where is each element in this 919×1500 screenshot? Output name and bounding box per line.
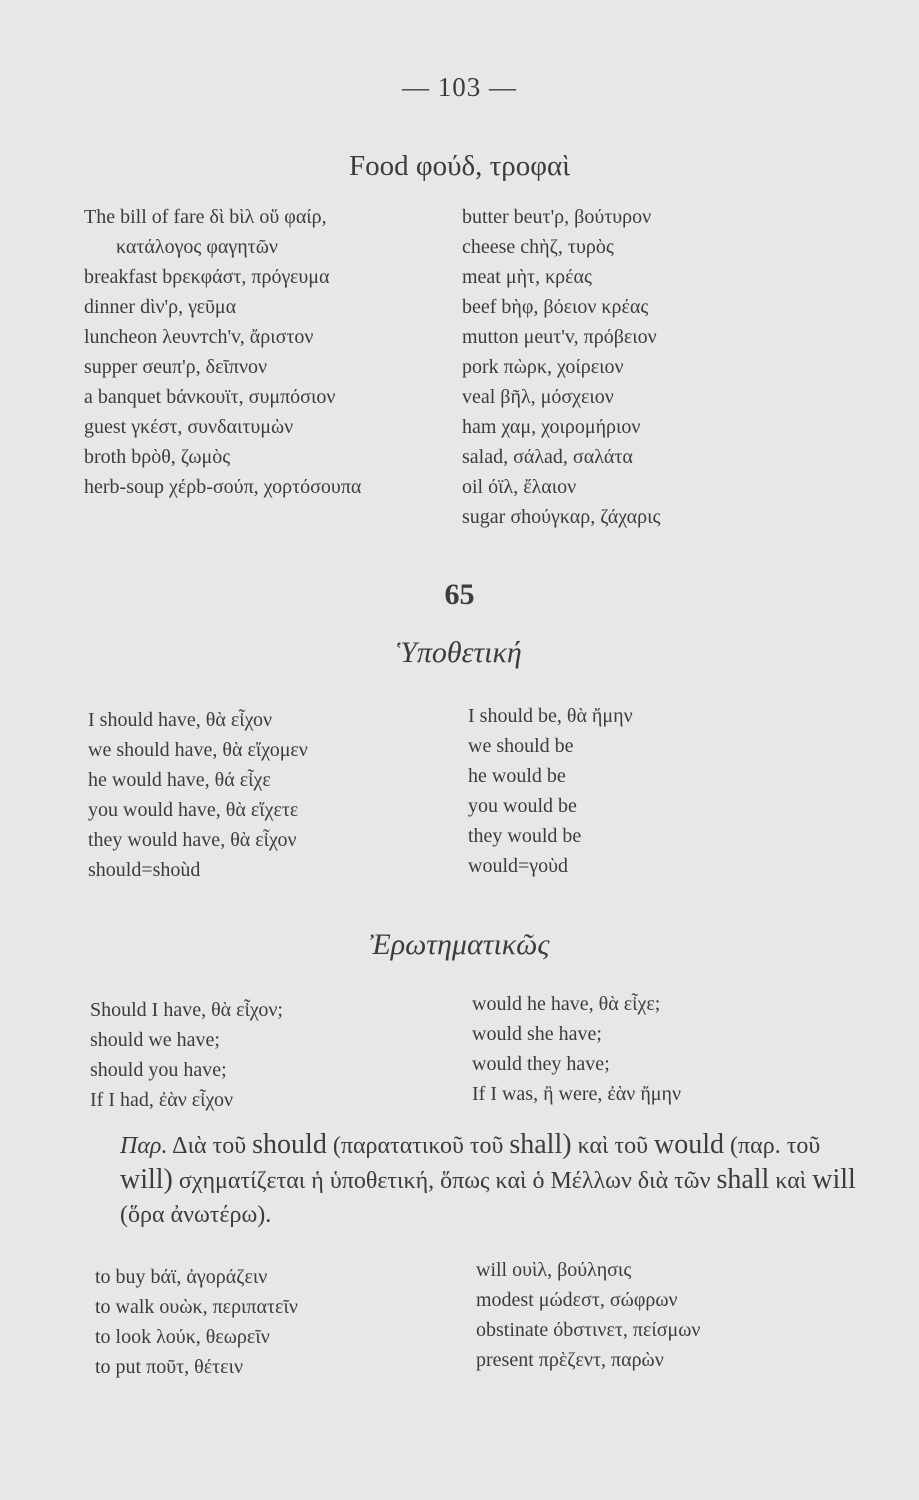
word-line: obstinate όbστινετ, πείσμων [476, 1319, 701, 1341]
verbs-right [476, 1255, 700, 1375]
note-english-word: shall) [509, 1129, 572, 1160]
conj-line: he would be [468, 765, 566, 787]
conj-line: you would be [468, 795, 577, 817]
vocab-line: sugar σhούγκαρ, ζάχαρις [462, 506, 661, 528]
food-vocab-left [84, 202, 361, 502]
conj-line: I should be, θὰ ἤμην [468, 705, 633, 727]
conj-line: they would have, θὰ εἶχον [88, 829, 297, 851]
interrogative-left [90, 995, 283, 1115]
vocab-line: butter beuτ'ρ, βούτυρον [462, 206, 652, 228]
note-text: (παρ. τοῦ [730, 1133, 821, 1159]
conj-line: If I had, ἐὰν εἶχον [90, 1089, 234, 1111]
note-english-word: should [252, 1129, 327, 1160]
vocab-line: meat μὴτ, κρέας [462, 266, 592, 288]
vocab-line: beef bὴφ, βόειον κρέας [462, 296, 649, 318]
note-text: καὶ τοῦ [577, 1133, 649, 1159]
conj-line: should=shoùd [88, 859, 201, 881]
verbs-left [95, 1262, 298, 1382]
vocab-line: cheese chὴζ, τυρὸς [462, 236, 614, 258]
conj-line: we should be [468, 735, 574, 757]
note-english-word: will [812, 1164, 856, 1195]
conj-line: I should have, θὰ εἶχον [88, 709, 273, 731]
heading-conditional: Ὑποθετική [397, 636, 522, 669]
conj-line: he would have, θά εἶχε [88, 769, 271, 791]
note-text: καὶ [775, 1168, 807, 1194]
conditional-right [468, 701, 633, 881]
vocab-line: broth bρὸθ, ζωμὸς [84, 446, 231, 468]
note-english-word: shall [716, 1164, 770, 1195]
note-text: ὁ Μέλλων διὰ τῶν [532, 1168, 711, 1194]
vocab-line: pork πὼρκ, χοίρειον [462, 356, 624, 378]
food-vocab-right [462, 202, 660, 532]
vocab-line: mutton μeuτ'v, πρόβειον [462, 326, 657, 348]
vocab-line: breakfast bρεκφάστ, πρόγευμα [84, 266, 330, 288]
vocab-line: dinner dὶν'ρ, γεῦμα [84, 296, 237, 318]
note-text: σχηματίζεται ἡ ὑποθετική, ὅπως καὶ [178, 1168, 527, 1194]
note-label: Παρ. [120, 1133, 168, 1159]
vocab-line: a banquet bάνκουϊτ, συμπόσιον [84, 386, 336, 408]
vocab-line: κατάλογος φαγητῶν [116, 236, 278, 258]
interrogative-right [472, 989, 681, 1109]
word-line: present πρὲζεντ, παρὼν [476, 1349, 664, 1371]
vocab-line: guest γκέστ, συνδαιτυμὼν [84, 416, 294, 438]
page-number: — 103 — [402, 72, 517, 102]
grammar-note [120, 1128, 860, 1232]
conj-line: we should have, θὰ εἴχομεν [88, 739, 308, 761]
vocab-line: The bill of fare δὶ bὶλ οὕ φαίρ, [84, 206, 327, 228]
vocab-line: ham χαμ, χοιρομήριον [462, 416, 641, 438]
word-line: to put ποῦτ, θέτειν [95, 1356, 243, 1378]
vocab-line: oil όϊλ, ἔλαιον [462, 476, 577, 498]
vocab-line: luncheon λeυνтch'v, ἄριστον [84, 326, 314, 348]
conj-line: would they have; [472, 1053, 610, 1075]
vocab-line: salad, σάλad, σαλάτα [462, 446, 633, 468]
heading-interrogative: Ἐρωτηματικῶς [369, 928, 550, 961]
conj-line: should you have; [90, 1059, 227, 1081]
note-english-word: will) [120, 1164, 173, 1195]
note-text: (παρατατικοῦ τοῦ [332, 1133, 504, 1159]
conj-line: they would be [468, 825, 582, 847]
conj-line: Should I have, θὰ εἶχον; [90, 999, 283, 1021]
note-text: (ὅρα ἀνωτέρω). [120, 1202, 272, 1228]
conj-line: would she have; [472, 1023, 602, 1045]
word-line: to walk ουὼκ, περιπατεῖν [95, 1296, 298, 1318]
vocab-line: veal βῆλ, μόσχειον [462, 386, 614, 408]
word-line: to look λούκ, θεωρεῖν [95, 1326, 270, 1348]
conj-line: you would have, θὰ εἴχετε [88, 799, 299, 821]
section-title: Food φούδ, τροφαὶ [349, 150, 570, 182]
lesson-number: 65 [444, 578, 475, 611]
vocab-line: supper σeuπ'ρ, δεῖπνον [84, 356, 268, 378]
word-line: will ουὶλ, βούλησις [476, 1259, 632, 1281]
word-line: to buy bάϊ, ἀγοράζειν [95, 1266, 268, 1288]
word-line: modest μώdεστ, σώφρων [476, 1289, 678, 1311]
conj-line: should we have; [90, 1029, 220, 1051]
note-english-word: would [654, 1129, 725, 1160]
conditional-left [88, 705, 308, 885]
note-text: Διὰ τοῦ [172, 1133, 247, 1159]
conj-line: would=γοὺd [468, 855, 569, 877]
vocab-line: herb-soup χέρb-σούπ, χορτόσουπα [84, 476, 362, 498]
conj-line: If I was, ἢ were, ἐὰν ἤμην [472, 1083, 682, 1105]
conj-line: would he have, θὰ εἶχε; [472, 993, 661, 1015]
